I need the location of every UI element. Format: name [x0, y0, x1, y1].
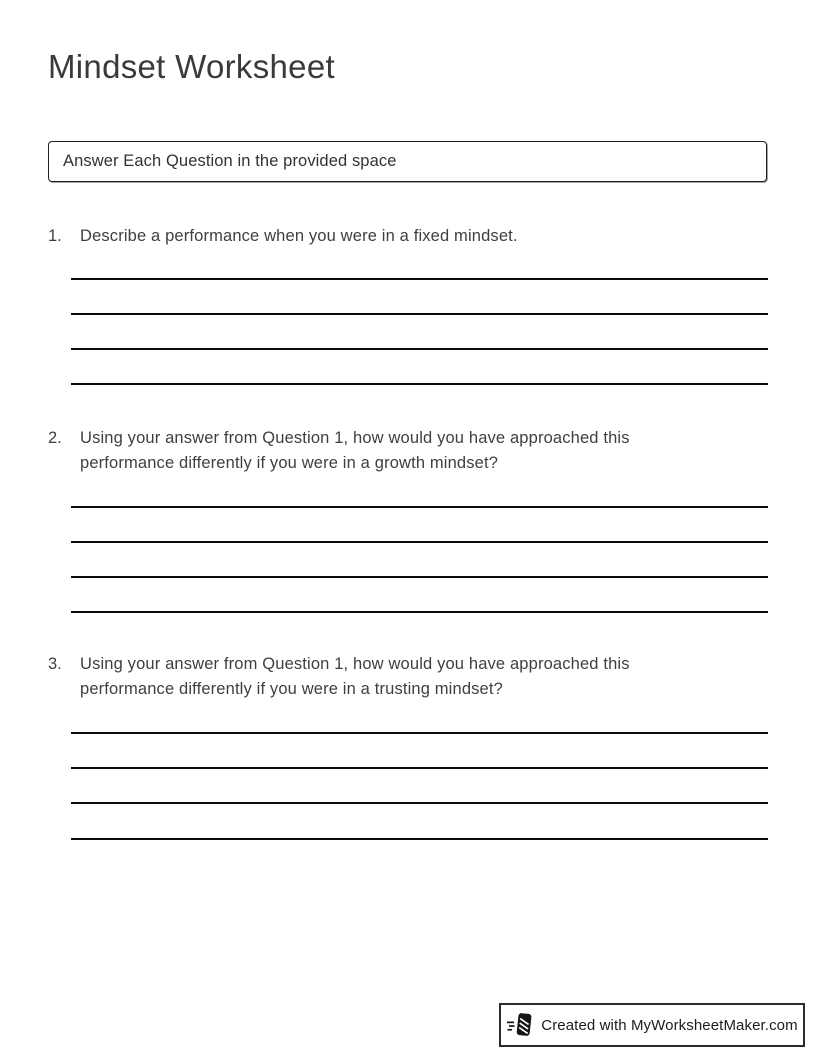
question-2 — [48, 426, 768, 476]
answer-line — [71, 506, 768, 508]
answer-line — [71, 576, 768, 578]
answer-line — [71, 348, 768, 350]
question-2-text-line-2: performance differently if you were in a growth mindset? — [80, 454, 499, 472]
answer-line — [71, 732, 768, 734]
answer-line — [71, 838, 768, 840]
question-3-text-line-1: Using your answer from Question 1, how would you have approached this — [80, 655, 630, 673]
question-3 — [48, 652, 768, 702]
answer-line — [71, 541, 768, 543]
question-2-text-line-1: Using your answer from Question 1, how would you have approached this — [80, 429, 630, 447]
page-title: Mindset Worksheet — [48, 48, 335, 85]
question-1-text: Describe a performance when you were in a fixed mindset. — [80, 227, 518, 245]
question-2-number: 2. — [48, 429, 62, 447]
answer-line — [71, 383, 768, 385]
answer-line — [71, 313, 768, 315]
answer-line — [71, 767, 768, 769]
question-3-number: 3. — [48, 655, 62, 673]
footer-credit-badge — [499, 1003, 805, 1047]
answer-line — [71, 802, 768, 804]
question-3-text-line-2: performance differently if you were in a trusting mindset? — [80, 680, 503, 698]
instruction-text: Answer Each Question in the provided space — [63, 152, 397, 170]
question-1-number: 1. — [48, 227, 62, 245]
answer-line — [71, 611, 768, 613]
instruction-box — [48, 141, 767, 182]
answer-line — [71, 278, 768, 280]
footer-credit-text: Created with MyWorksheetMaker.com — [541, 1016, 798, 1034]
question-1 — [48, 224, 768, 249]
flying-document-icon — [506, 1011, 533, 1039]
